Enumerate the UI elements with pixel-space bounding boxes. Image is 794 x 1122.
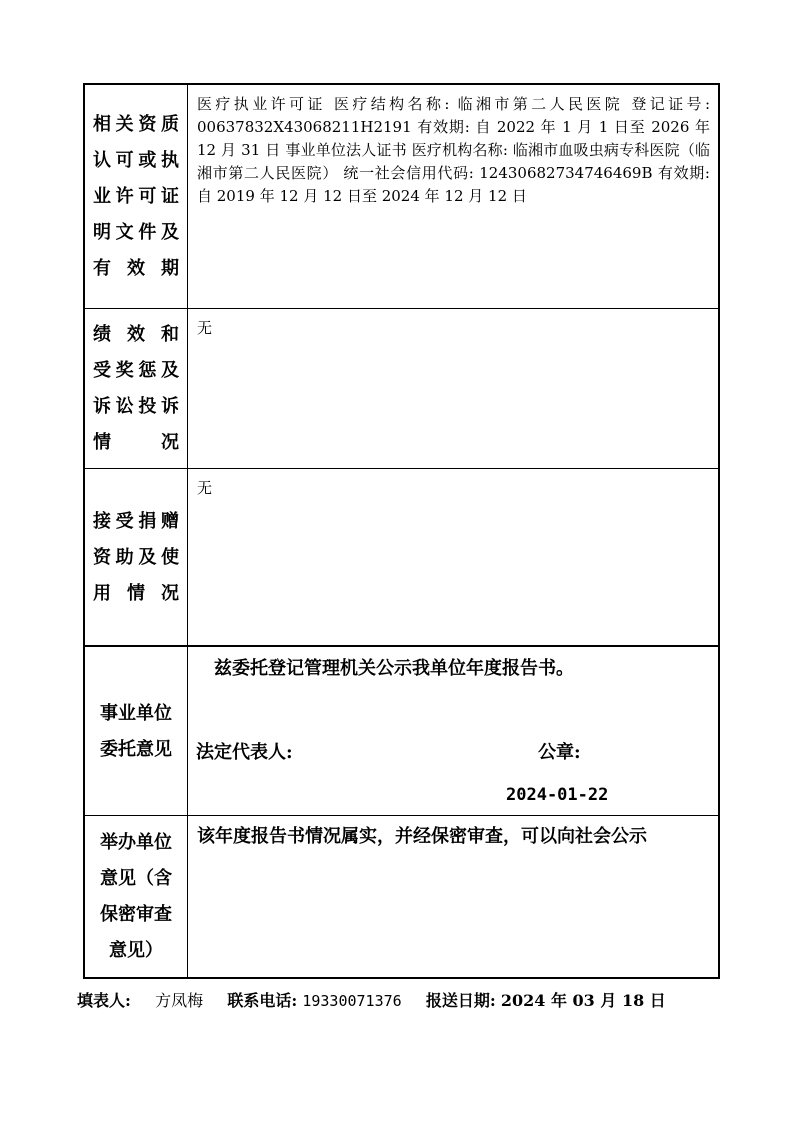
official-seal-label: 公章: bbox=[538, 742, 581, 763]
label-line: 业许可证 bbox=[93, 185, 179, 207]
qualification-content: 医疗执业许可证 医疗结构名称: 临湘市第二人民医院 登记证号: 00637832X43068211H2191 有效期: 自 2022 年 1 月 1 日至 2026 年 12 月 31 日 事业单位法人证书 医疗机构名称: 临湘市血吸虫病专科医院（临湘市第二人民医院） 统一社会信用代码: 12430682734746469B 有效期: 自 2019 年 12 月 12 日至 2024 年 12 月 12 日 bbox=[197, 95, 710, 205]
legal-representative-label: 法定代表人: bbox=[196, 742, 293, 763]
label-line: 意见） bbox=[109, 939, 163, 961]
report-date-label: 报送日期: bbox=[425, 991, 496, 1010]
performance-row bbox=[85, 308, 718, 469]
label-line: 保密审查 bbox=[100, 903, 172, 925]
performance-label bbox=[85, 309, 188, 469]
entrust-date: 2024-01-22 bbox=[506, 785, 609, 805]
label-line: 绩效和 bbox=[93, 324, 179, 345]
entrust-text: 兹委托登记管理机关公示我单位年度报告书。 bbox=[214, 658, 574, 679]
donation-label bbox=[85, 469, 188, 646]
donation-row bbox=[85, 468, 718, 646]
donation-content: 无 bbox=[197, 479, 213, 497]
label-line: 接受捐赠 bbox=[93, 510, 179, 532]
label-line: 相关资质 bbox=[93, 113, 179, 135]
label-line: 举办单位 bbox=[100, 831, 172, 853]
label-line: 有效期 bbox=[93, 257, 179, 279]
label-line: 诉讼投诉 bbox=[93, 396, 179, 417]
label-line: 认可或执 bbox=[93, 149, 179, 171]
report-date: 2024 年 03 月 18 日 bbox=[500, 991, 666, 1010]
label-line: 明文件及 bbox=[93, 221, 179, 243]
label-line: 受奖惩及 bbox=[93, 360, 179, 381]
label-line: 意见（含 bbox=[100, 867, 172, 889]
label-line: 委托意见 bbox=[100, 739, 172, 760]
label-line: 事业单位 bbox=[100, 703, 172, 724]
entrust-content bbox=[188, 647, 718, 817]
phone-label: 联系电话: bbox=[227, 991, 298, 1010]
phone-number: 19330071376 bbox=[302, 992, 402, 1010]
report-footer bbox=[77, 988, 666, 1011]
report-table bbox=[83, 83, 720, 979]
sponsor-opinion-content: 该年度报告书情况属实，并经保密审查，可以向社会公示 bbox=[197, 826, 647, 847]
entrust-label bbox=[85, 647, 188, 817]
label-line: 用情况 bbox=[93, 582, 179, 604]
label-line: 资助及使 bbox=[93, 546, 179, 568]
qualification-row bbox=[85, 85, 718, 308]
filler-label: 填表人: bbox=[77, 991, 131, 1010]
performance-content: 无 bbox=[197, 319, 213, 337]
sponsor-opinion-row bbox=[85, 815, 718, 977]
label-line: 情况 bbox=[93, 432, 179, 453]
filler-name: 方凤梅 bbox=[155, 991, 204, 1010]
sponsor-opinion-label bbox=[85, 816, 188, 977]
qualification-label bbox=[85, 85, 188, 308]
entrust-row bbox=[85, 645, 718, 817]
